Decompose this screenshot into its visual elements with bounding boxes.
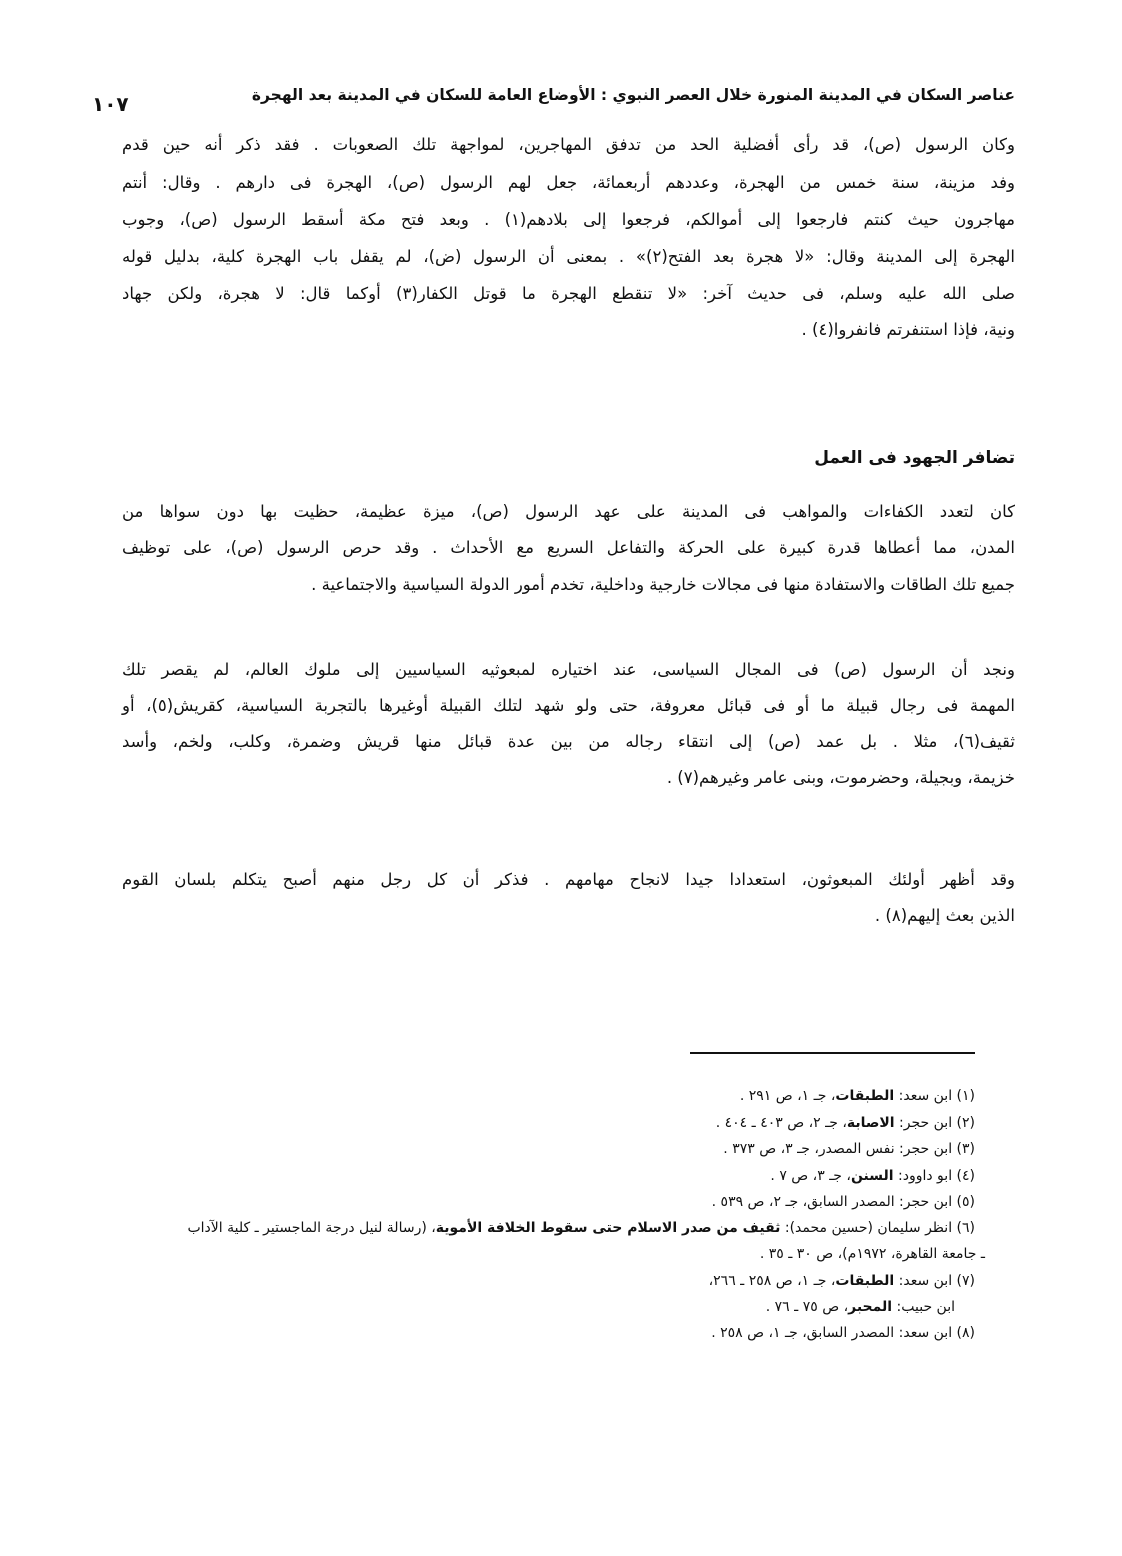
text-line: ونجد أن الرسول (ص) فى المجال السياسى، عند اختياره لمبعوثيه السياسيين إلى ملوك العالم، لم يقصر تلك <box>122 660 1015 679</box>
footnote: (٨) ابن سعد: المصدر السابق، جـ ١، ص ٢٥٨ . <box>711 1325 975 1341</box>
text-line: صلى الله عليه وسلم، فى حديث آخر: «لا تنقطع الهجرة ما قوتل الكفار(٣) أوكما قال: لا هجرة، ولكن جهاد <box>122 284 1016 303</box>
running-header: عناصر السكان في المدينة المنورة خلال العصر النبوي : الأوضاع العامة للسكان في المدينة بعد الهجرة <box>251 86 1015 104</box>
text-line: كان لتعدد الكفاءات والمواهب فى المدينة على عهد الرسول (ص)، ميزة عظيمة، حظيت بها دون سواها من <box>122 502 1015 521</box>
text-line: خزيمة، وبجيلة، وحضرموت، وبنى عامر وغيرهم(٧) . <box>666 768 1015 787</box>
footnote: (٥) ابن حجر: المصدر السابق، جـ ٢، ص ٥٣٩ . <box>711 1194 975 1210</box>
footnote: (٣) ابن حجر: نفس المصدر، جـ ٣، ص ٣٧٣ . <box>723 1141 975 1157</box>
text-line: الهجرة إلى المدينة وقال: «لا هجرة بعد الفتح(٢)» . بمعنى أن الرسول (ض)، لم يقفل باب الهجرة كلية، بدليل قوله <box>122 247 1015 266</box>
footnote: (٦) انظر سليمان (حسين محمد): ثقيف من صدر الاسلام حتى سقوط الخلافة الأموية، (رسالة لنيل درجة الماجستير ـ كلية الآداب <box>187 1220 975 1236</box>
text-line: الذين بعث إليهم(٨) . <box>874 906 1015 925</box>
section-heading: تضافر الجهود فى العمل <box>814 448 1015 468</box>
footnote: (٤) ابو داوود: السنن، جـ ٣، ص ٧ . <box>770 1168 975 1184</box>
text-line: مهاجرون حيث كنتم فارجعوا إلى أموالكم، فرجعوا إلى بلادهم(١) . وبعد فتح مكة أسقط الرسول (ص)، وجوب <box>122 210 1015 229</box>
text-line: وفد مزينة، سنة خمس من الهجرة، وعددهم أربعمائة، جعل لهم الرسول (ص)، الهجرة فى دارهم . وقال: أنتم <box>122 173 1015 192</box>
text-line: ونية، فإذا استنفرتم فانفروا(٤) . <box>801 320 1015 339</box>
text-line: جميع تلك الطاقات والاستفادة منها فى مجالات خارجية وداخلية، تخدم أمور الدولة السياسية والاجتماعية . <box>311 575 1015 594</box>
footnote-separator <box>690 1052 975 1054</box>
footnote: (٧) ابن سعد: الطبقات، جـ ١، ص ٢٥٨ ـ ٢٦٦، <box>708 1273 975 1289</box>
text-line: وقد أظهر أولئك المبعوثون، استعدادا جيدا لانجاح مهامهم . فذكر أن كل رجل منهم أصبح يتكلم بلسان القوم <box>122 870 1015 889</box>
text-line: ثقيف(٦)، مثلا . بل عمد (ص) إلى انتقاء رجاله من بين عدة قبائل منها قريش وضمرة، وكلب، ولخم، وأسد <box>122 732 1015 751</box>
footnote-continuation: ـ جامعة القاهرة، ١٩٧٢م)، ص ٣٠ ـ ٣٥ . <box>759 1246 985 1262</box>
page-number: ١٠٧ <box>92 92 129 116</box>
text-line: وكان الرسول (ص)، قد رأى أفضلية الحد من تدفق المهاجرين، لمواجهة تلك الصعوبات . فقد ذكر أنه حين قدم <box>122 135 1015 154</box>
text-line: المهمة فى رجال قبيلة ما أو فى قبائل معروفة، حتى ولو شهد لتلك القبيلة أوغيرها بالتجربة السياسية، كقريش(٥)، أو <box>122 696 1016 715</box>
footnote-continuation: ابن حبيب: المحبر، ص ٧٥ ـ ٧٦ . <box>765 1299 955 1315</box>
footnote: (١) ابن سعد: الطبقات، جـ ١، ص ٢٩١ . <box>739 1088 975 1104</box>
footnote: (٢) ابن حجر: الاصابة، جـ ٢، ص ٤٠٣ ـ ٤٠٤ . <box>715 1115 975 1131</box>
text-line: المدن، مما أعطاها قدرة كبيرة على الحركة والتفاعل السريع مع الأحداث . وقد حرص الرسول (ص)، على توظيف <box>122 538 1015 557</box>
